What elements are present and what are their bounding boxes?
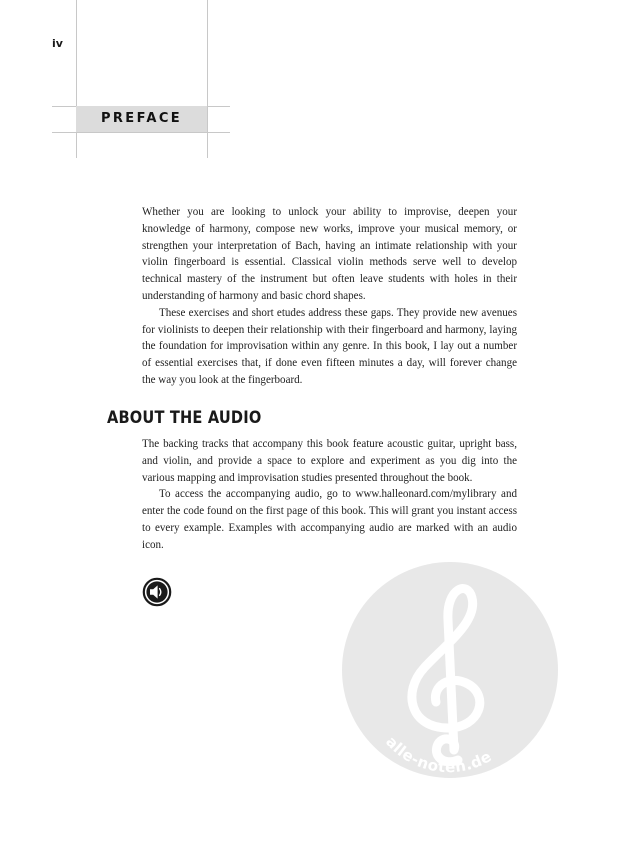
preface-body xyxy=(142,204,517,389)
preface-paragraph: These exercises and short etudes address these gaps. They provide new avenues for violinists to deepen their relationship with their fingerboard and harmony, laying the foundation for improvisation within any genre. In this book, I lay out a number of essential exercises that, if done even fifteen minutes a day, will forever change the way you look at the fingerboard. xyxy=(142,306,517,386)
preface-paragraph: Whether you are looking to unlock your ability to improvise, deepen your knowledge of harmony, compose new works, improve your musical memory, or strengthen your interpretation of Bach, having an intimate relationship with your violin fingerboard is essential. Classical violin methods serve well to develop technical mastery of the instrument but often leave students with holes in their understanding of harmony and basic chord shapes. xyxy=(142,206,517,302)
page-number: iv xyxy=(52,37,63,50)
page-title: PREFACE xyxy=(100,111,183,126)
audio-paragraph: The backing tracks that accompany this book feature acoustic guitar, upright bass, and violin, and provide a space to explore and experiment as you dig into the various mapping and improvisation studies presented throughout the book. xyxy=(142,438,517,484)
watermark-logo xyxy=(340,560,560,780)
frame-rule-right xyxy=(207,0,208,158)
frame-rule-bottom xyxy=(52,132,230,133)
speaker-icon xyxy=(142,577,172,607)
frame-rule-left xyxy=(76,0,77,158)
audio-body xyxy=(142,436,517,554)
watermark-text: alle-noten.de xyxy=(382,732,495,777)
section-heading-audio: ABOUT THE AUDIO xyxy=(107,408,262,428)
audio-paragraph: To access the accompanying audio, go to www.halleonard.com/mylibrary and enter the code found on the first page of this book. This will grant you instant access to every example. Examples with accompanying audio are marked with an audio icon. xyxy=(142,488,517,551)
